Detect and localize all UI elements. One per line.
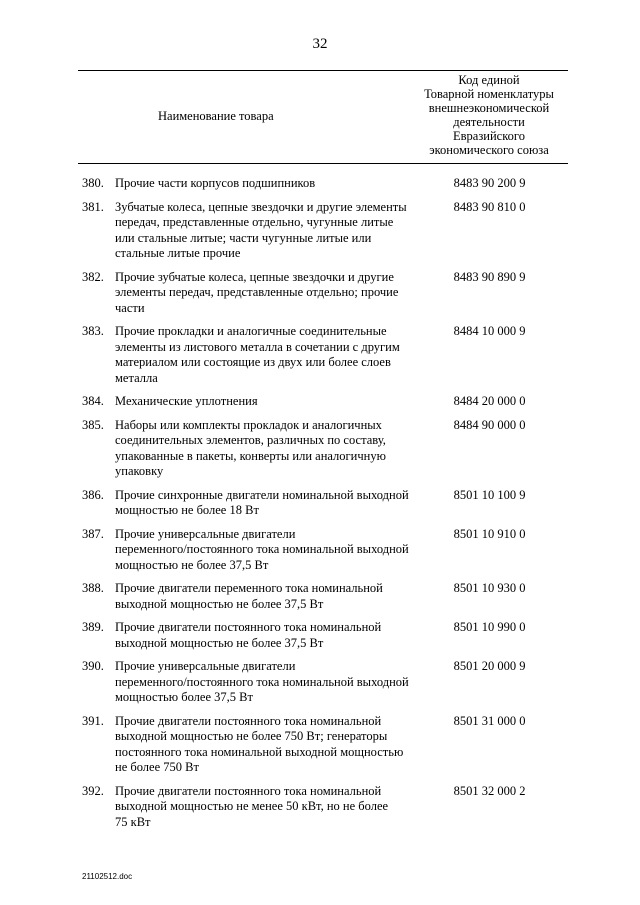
product-name — [115, 527, 411, 574]
tnved-code: 8501 10 990 0 — [453, 620, 526, 634]
goods-table — [82, 176, 568, 838]
product-name-line: упакованные в пакеты, конверты или аналогичную — [115, 448, 386, 463]
product-name-line: Прочие двигатели переменного тока номинальной — [115, 581, 383, 595]
product-name-line: переменного/постоянного тока номинальной выходной — [115, 674, 409, 689]
product-name-line: выходной мощностью не более 37,5 Вт — [115, 596, 324, 611]
product-name-line: постоянного тока номинальной выходной мощностью — [115, 744, 404, 759]
table-row — [82, 784, 568, 831]
product-name — [115, 418, 411, 480]
table-row — [82, 581, 568, 612]
tnved-code: 8484 20 000 0 — [453, 394, 526, 408]
table-row — [82, 200, 568, 262]
product-name-line: Прочие части корпусов подшипников — [115, 176, 316, 190]
product-name-line: переменного/постоянного тока номинальной выходной — [115, 542, 409, 556]
table-row — [82, 324, 568, 386]
table-row — [82, 714, 568, 776]
product-name-line: выходной мощностью не более 37,5 Вт — [115, 635, 324, 650]
product-name-line: передач, представленные отдельно, чугунные литые — [115, 215, 394, 229]
row-number: 388. — [82, 581, 104, 595]
column-header-name: Наименование товара — [158, 109, 274, 123]
product-name-line: выходной мощностью не менее 50 кВт, но не более — [115, 799, 389, 813]
product-name-line: Прочие зубчатые колеса, цепные звездочки и другие — [115, 269, 394, 284]
code-header-line: деятельности — [453, 115, 525, 129]
row-number: 391. — [82, 713, 104, 728]
product-name-line: или стальные литые; части чугунные литые или — [115, 230, 372, 245]
product-name — [115, 394, 411, 410]
tnved-code: 8501 10 100 9 — [453, 487, 526, 502]
code-header-line: внешнеэкономической — [428, 101, 550, 115]
table-header — [78, 70, 568, 164]
tnved-code: 8483 90 200 9 — [453, 176, 526, 190]
code-header-line: экономического союза — [429, 143, 549, 157]
product-name-line: Механические уплотнения — [115, 394, 258, 408]
tnved-code: 8483 90 890 9 — [453, 269, 526, 284]
table-row — [82, 659, 568, 706]
column-header-code — [410, 73, 568, 157]
row-number: 384. — [82, 394, 104, 408]
row-number: 381. — [82, 199, 104, 214]
product-name-line: Прочие двигатели постоянного тока номинальной — [115, 783, 382, 798]
product-name-line: Зубчатые колеса, цепные звездочки и другие элементы — [115, 199, 407, 214]
product-name-line: Прочие синхронные двигатели номинальной выходной — [115, 487, 409, 502]
row-number: 390. — [82, 659, 104, 673]
table-row — [82, 620, 568, 651]
product-name-line: соединительных элементов, различных по составу, — [115, 433, 386, 447]
product-name-line: выходной мощностью не более 750 Вт; генераторы — [115, 729, 388, 743]
product-name-line: элементы передач, представленные отдельно; прочие — [115, 285, 399, 299]
row-number: 386. — [82, 487, 104, 502]
product-name — [115, 176, 411, 192]
product-name-line: Прочие универсальные двигатели — [115, 659, 296, 673]
row-number: 387. — [82, 526, 104, 541]
product-name — [115, 714, 411, 776]
product-name-line: Прочие прокладки и аналогичные соединительные — [115, 324, 387, 338]
code-header-line: Евразийского — [453, 129, 525, 143]
code-header-line: Товарной номенклатуры — [424, 87, 554, 101]
product-name-line: Прочие двигатели постоянного тока номинальной — [115, 713, 382, 728]
table-row — [82, 394, 568, 410]
row-number: 380. — [82, 176, 104, 190]
product-name-line: стальные литые прочие — [115, 246, 241, 260]
page-number: 32 — [312, 36, 328, 52]
tnved-code: 8501 31 000 0 — [453, 713, 526, 728]
product-name-line: Прочие двигатели постоянного тока номинальной — [115, 620, 382, 634]
product-name-line: элементы из листового металла в сочетании с другим — [115, 339, 400, 354]
product-name-line: не более 750 Вт — [115, 760, 199, 774]
row-number: 389. — [82, 620, 104, 634]
row-number: 382. — [82, 269, 104, 284]
code-header-line: Код единой — [458, 73, 520, 87]
product-name — [115, 659, 411, 706]
tnved-code: 8501 32 000 2 — [453, 783, 526, 798]
table-row — [82, 418, 568, 480]
product-name-line: металла — [115, 370, 158, 385]
table-row — [82, 176, 568, 192]
product-name-line: упаковку — [115, 464, 164, 478]
product-name-line: Прочие универсальные двигатели — [115, 526, 296, 541]
table-row — [82, 270, 568, 317]
product-name — [115, 620, 411, 651]
tnved-code: 8483 90 810 0 — [453, 199, 526, 214]
product-name-line: мощностью более 37,5 Вт — [115, 690, 253, 704]
tnved-code: 8501 10 930 0 — [453, 581, 526, 595]
row-number: 385. — [82, 417, 104, 432]
table-row — [82, 488, 568, 519]
product-name — [115, 270, 411, 317]
product-name — [115, 488, 411, 519]
product-name-line: мощностью не более 37,5 Вт — [115, 557, 269, 572]
product-name — [115, 581, 411, 612]
product-name-line: Наборы или комплекты прокладок и аналогичных — [115, 417, 382, 432]
product-name — [115, 324, 411, 386]
product-name — [115, 200, 411, 262]
product-name-line: 75 кВт — [115, 814, 151, 829]
tnved-code: 8501 10 910 0 — [453, 526, 526, 541]
row-number: 392. — [82, 783, 104, 798]
row-number: 383. — [82, 324, 104, 338]
product-name — [115, 784, 411, 831]
tnved-code: 8501 20 000 9 — [453, 659, 526, 673]
tnved-code: 8484 10 000 9 — [453, 324, 526, 338]
document-filename: 21102512.doc — [82, 872, 133, 881]
table-row — [82, 527, 568, 574]
product-name-line: мощностью не более 18 Вт — [115, 503, 259, 517]
product-name-line: части — [115, 300, 145, 315]
tnved-code: 8484 90 000 0 — [453, 417, 526, 432]
product-name-line: материалом или состоящие из двух или более слоев — [115, 355, 391, 369]
